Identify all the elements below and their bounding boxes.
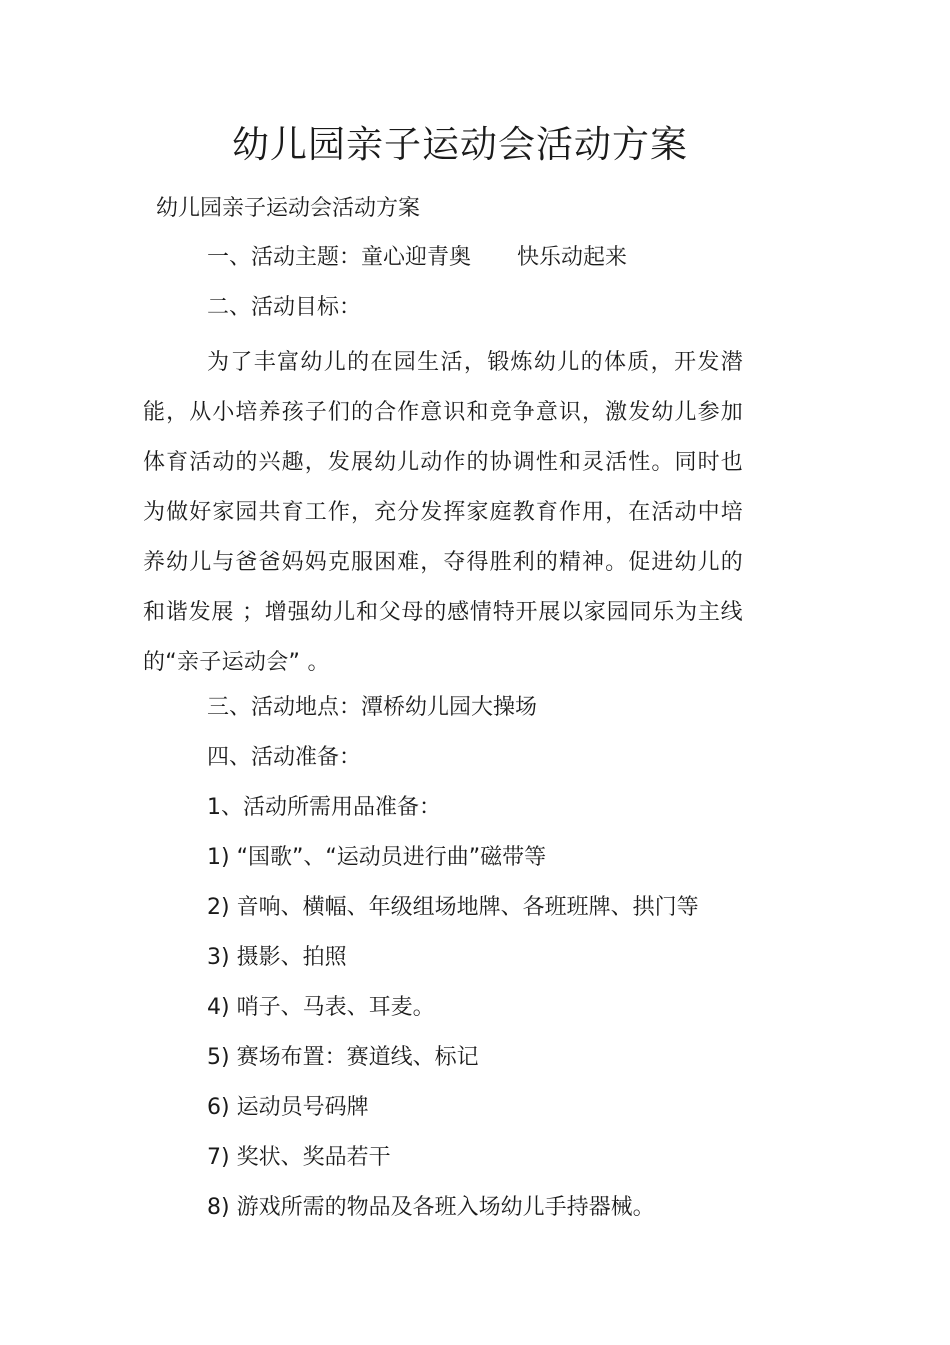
document-subtitle: 幼儿园亲子运动会活动方案 [156, 196, 421, 221]
supply-item: 1) “国歌”、“运动员进行曲”磁带等 [207, 845, 547, 870]
theme-label: 一、活动主题：童心迎青奥 [207, 245, 472, 270]
document-title: 幼儿园亲子运动会活动方案 [232, 123, 688, 166]
goal-paragraph: 为了丰富幼儿的在园生活，锻炼幼儿的体质，开发潜能，从小培养孩子们的合作意识和竞争意识，激发幼儿参加体育活动的兴趣，发展幼儿动作的协调性和灵活性。同时也为做好家园共育工作，充分发挥家庭教育作用，在活动中培养幼儿与爸爸妈妈克服困难，夺得胜利的精神。促进幼儿的和谐发展 ；增强幼儿和父母的感情特开展以家园同乐为主线的“亲子运动会” 。 [143, 350, 743, 675]
supply-item: 8) 游戏所需的物品及各班入场幼儿手持器械。 [207, 1195, 655, 1220]
supply-item: 4) 哨子、马表、耳麦。 [207, 995, 435, 1020]
section-theme [207, 243, 627, 273]
supply-item: 2) 音响、横幅、年级组场地牌、各班班牌、拱门等 [207, 895, 699, 920]
supply-item: 5) 赛场布置：赛道线、标记 [207, 1045, 479, 1070]
theme-slogan: 快乐动起来 [517, 245, 628, 270]
supplies-heading: 1、活动所需用品准备： [207, 795, 441, 820]
supply-item: 6) 运动员号码牌 [207, 1095, 369, 1120]
section-location: 三、活动地点：潭桥幼儿园大操场 [207, 695, 538, 720]
supply-item: 3) 摄影、拍照 [207, 945, 347, 970]
section-goal-heading: 二、活动目标： [207, 295, 362, 320]
section-prep-heading: 四、活动准备： [207, 745, 362, 770]
supply-item: 7) 奖状、奖品若干 [207, 1145, 391, 1170]
